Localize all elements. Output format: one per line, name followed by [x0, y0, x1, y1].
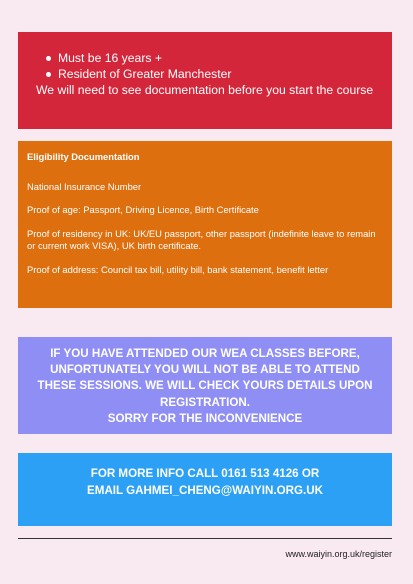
notice-apology: SORRY FOR THE INCONVENIENCE — [107, 411, 303, 425]
contact-panel — [18, 453, 392, 526]
requirements-panel — [18, 32, 392, 129]
eligibility-line: Proof of address: Council tax bill, utility bill, bank statement, benefit letter — [27, 263, 329, 275]
eligibility-panel — [18, 141, 392, 308]
notice-text: IF YOU HAVE ATTENDED OUR WEA CLASSES BEFORE, UNFORTUNATELY YOU WILL NOT BE ABLE TO ATTEND THESE SESSIONS. WE WILL CHECK YOURS DETAILS UPON REGISTRATION. — [37, 347, 373, 409]
notice-panel — [18, 337, 392, 434]
eligibility-heading: Eligibility Documentation — [27, 151, 140, 162]
footer-url-link[interactable]: www.waiyin.org.uk/register — [285, 549, 392, 559]
requirements-list — [36, 50, 376, 82]
footer-divider — [18, 538, 392, 539]
eligibility-line: Proof of age: Passport, Driving Licence, Birth Certificate — [27, 204, 259, 215]
contact-email-line: EMAIL GAHMEI_CHENG@WAIYIN.ORG.UK — [87, 483, 323, 497]
documentation-note: We will need to see documentation before you start the course — [36, 83, 374, 97]
requirement-item: Resident of Greater Manchester — [46, 66, 376, 82]
requirement-item: Must be 16 years + — [46, 50, 376, 66]
eligibility-line: Proof of residency in UK: UK/EU passport, other passport (indefinite leave to remain or current work VISA), UK birth certificate. — [27, 227, 376, 251]
eligibility-line: National Insurance Number — [27, 180, 142, 192]
contact-phone-line: FOR MORE INFO CALL 0161 513 4126 OR — [90, 467, 320, 480]
